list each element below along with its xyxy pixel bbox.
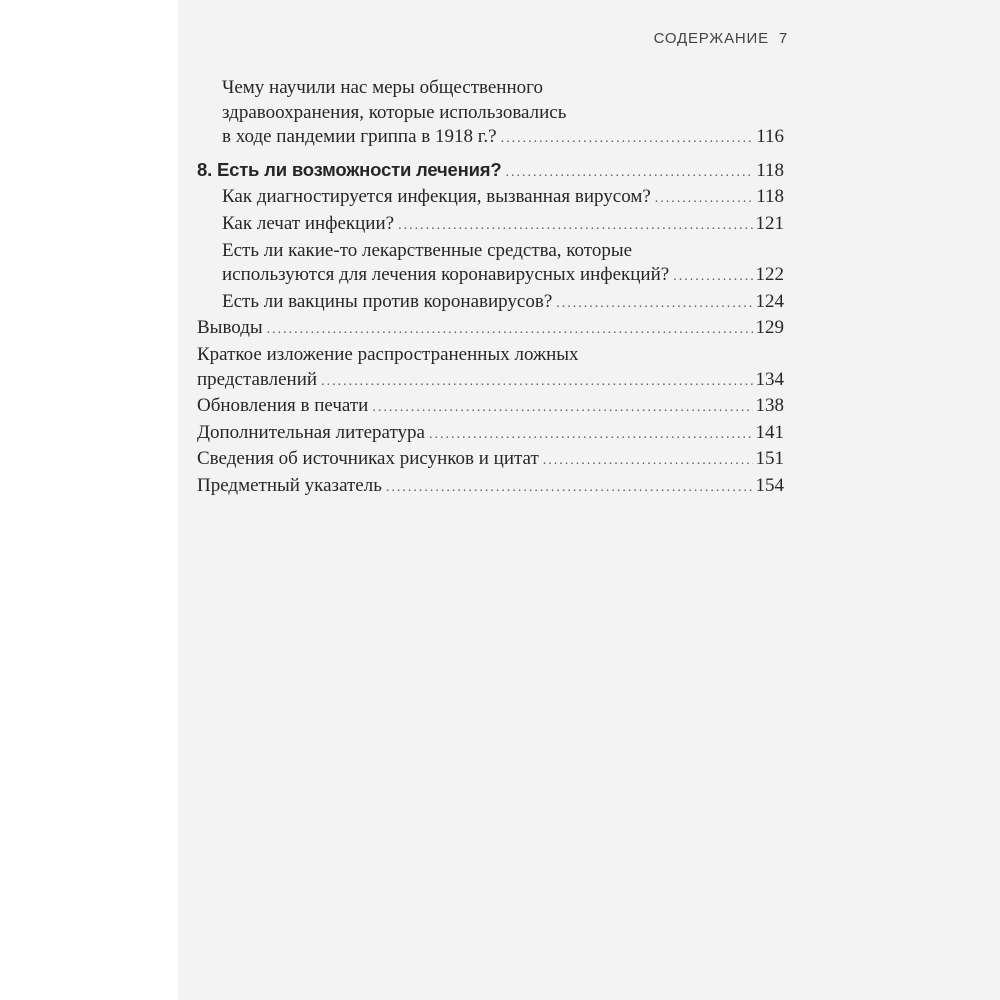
toc-entry bbox=[197, 316, 784, 343]
toc-entry bbox=[222, 239, 784, 290]
toc-entry-text: Краткое изложение распространенных ложных bbox=[197, 343, 579, 365]
toc-entry-text: Есть ли какие-то лекарственные средства, которые bbox=[222, 239, 633, 261]
toc-entry bbox=[222, 212, 784, 239]
toc-entry-title: Сведения об источниках рисунков и цитат bbox=[197, 448, 539, 470]
toc-entry bbox=[197, 394, 784, 421]
toc-entry-title: используются для лечения коронавирусных инфекций? bbox=[222, 264, 670, 286]
toc-entry-title: Обновления в печати bbox=[197, 395, 369, 417]
toc-page-number: 122 bbox=[755, 264, 784, 286]
dot-leader bbox=[267, 318, 753, 343]
dot-leader bbox=[386, 476, 753, 501]
toc-chapter-entry bbox=[197, 158, 784, 186]
toc-entry-title: Предметный указатель bbox=[197, 474, 382, 496]
toc-entry-title: представлений bbox=[197, 368, 318, 390]
toc-entry bbox=[222, 185, 784, 212]
dot-leader bbox=[543, 449, 753, 474]
toc-entry-title: Есть ли вакцины против коронавирусов? bbox=[222, 290, 553, 312]
toc-page-number: 138 bbox=[755, 395, 784, 417]
dot-leader bbox=[556, 292, 752, 317]
toc-entry-title: Выводы bbox=[197, 317, 263, 339]
dot-leader bbox=[505, 161, 753, 186]
dot-leader bbox=[372, 396, 752, 421]
running-head bbox=[654, 30, 788, 47]
toc-entry bbox=[197, 447, 784, 474]
toc-entry-title: Как диагностируется инфекция, вызванная вирусом? bbox=[222, 186, 651, 208]
toc-page-number: 134 bbox=[755, 368, 784, 390]
toc-entry-title: в ходе пандемии гриппа в 1918 г.? bbox=[222, 126, 497, 148]
toc-entry bbox=[197, 474, 784, 501]
toc-page-number: 124 bbox=[755, 290, 784, 312]
dot-leader bbox=[429, 423, 753, 448]
dot-leader bbox=[501, 127, 754, 152]
toc-page-number: 121 bbox=[755, 212, 784, 234]
toc-entry-title: Как лечат инфекции? bbox=[222, 212, 395, 234]
toc-entry-text: здравоохранения, которые использовались bbox=[222, 101, 567, 123]
dot-leader bbox=[398, 214, 752, 239]
dot-leader bbox=[673, 265, 752, 290]
toc-entry-title: 8. Есть ли возможности лечения? bbox=[197, 158, 502, 180]
toc-entry bbox=[197, 343, 784, 394]
toc-page-number: 129 bbox=[755, 317, 784, 339]
table-of-contents bbox=[197, 76, 784, 501]
running-head-section: СОДЕРЖАНИЕ bbox=[653, 30, 769, 47]
toc-page-number: 141 bbox=[755, 421, 784, 443]
dot-leader bbox=[321, 370, 752, 395]
toc-page-number: 154 bbox=[755, 474, 784, 496]
toc-page-number: 118 bbox=[756, 186, 784, 208]
toc-entry bbox=[197, 421, 784, 448]
toc-entry bbox=[222, 76, 784, 152]
toc-page-number: 151 bbox=[755, 448, 784, 470]
toc-entry bbox=[222, 290, 784, 317]
running-head-page-number: 7 bbox=[778, 30, 788, 47]
toc-entry-text: Чему научили нас меры общественного bbox=[222, 77, 543, 98]
toc-page-number: 118 bbox=[756, 159, 784, 181]
toc-entry-title: Дополнительная литература bbox=[197, 421, 425, 443]
toc-page-number: 116 bbox=[756, 126, 784, 148]
dot-leader bbox=[655, 187, 753, 212]
